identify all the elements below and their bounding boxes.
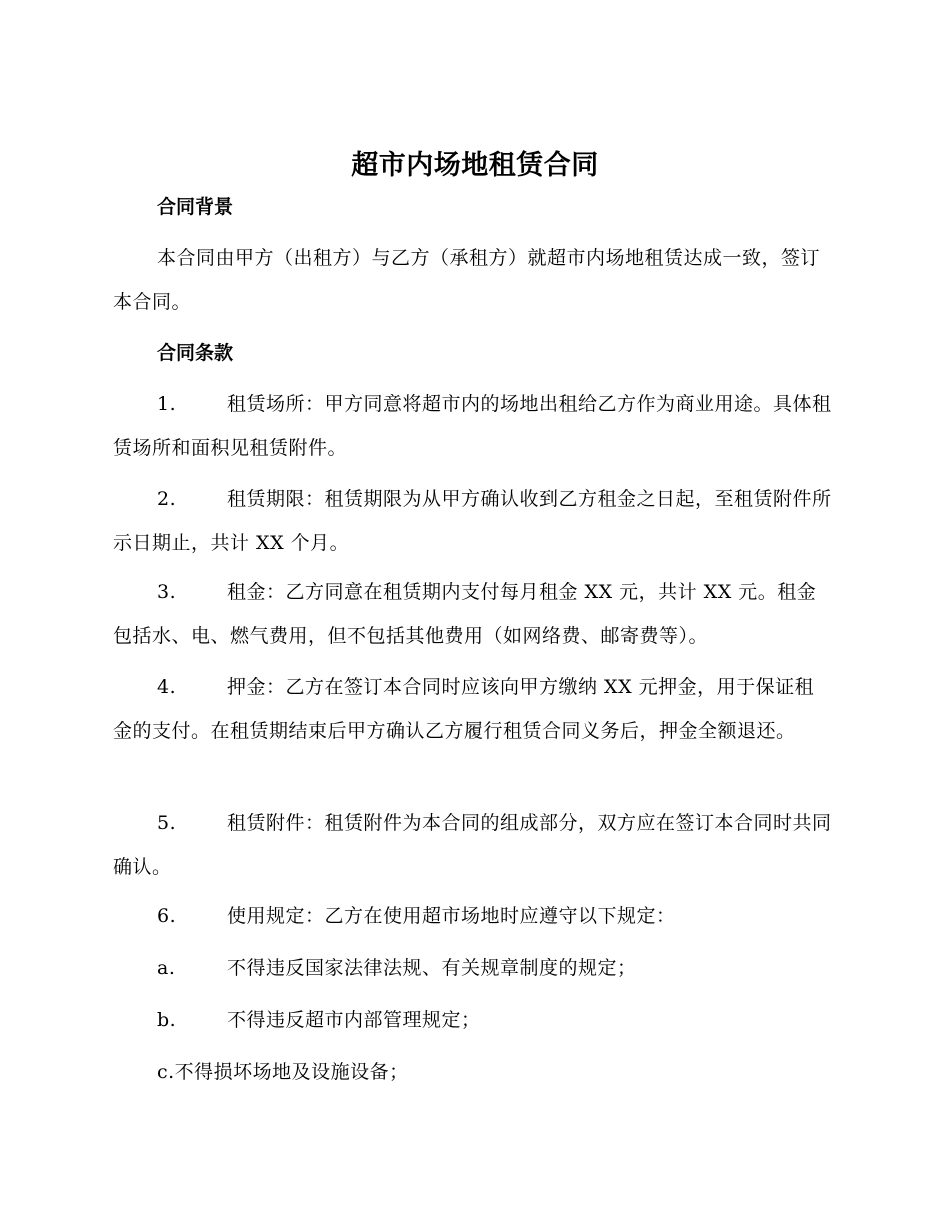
background-paragraph: 本合同由甲方（出租方）与乙方（承租方）就超市内场地租赁达成一致，签订本合同。 [113,247,821,313]
subitem-letter: b. [157,1009,177,1031]
term-text: 使用规定：乙方在使用超市场地时应遵守以下规定： [227,905,676,927]
term-item [113,477,833,565]
section-heading-terms: 合同条款 [157,342,234,364]
term-number: 4. [157,676,177,698]
subitem-letter: a. [157,957,176,979]
subitem [113,998,833,1042]
term-text: 租赁期限：租赁期限为从甲方确认收到乙方租金之日起，至租赁附件所示日期止，共计 XX 个月。 [113,488,832,554]
term-text: 租金：乙方同意在租赁期内支付每月租金 XX 元，共计 XX 元。租金包括水、电、燃气费用，但不包括其他费用（如网络费、邮寄费等）。 [113,581,817,647]
term-number: 6. [157,905,177,927]
term-number: 5. [157,812,177,834]
term-text: 押金：乙方在签订本合同时应该向甲方缴纳 XX 元押金，用于保证租金的支付。在租赁期结束后甲方确认乙方履行租赁合同义务后，押金全额退还。 [113,676,815,742]
term-item [113,894,833,938]
subitem-text: 不得违反国家法律法规、有关规章制度的规定； [227,957,637,979]
term-number: 2. [157,488,177,510]
term-item [113,382,833,470]
subitem-last-line: c.不得损坏场地及设施设备； [157,1061,409,1083]
term-number: 3. [157,581,177,603]
term-number: 1. [157,393,177,415]
subitem [113,946,833,990]
term-text: 租赁场所：甲方同意将超市内的场地出租给乙方作为商业用途。具体租赁场所和面积见租赁附件。 [113,393,832,459]
term-item [113,665,833,753]
subitem-text: 不得违反超市内部管理规定； [227,1009,481,1031]
term-text: 租赁附件：租赁附件为本合同的组成部分，双方应在签订本合同时共同确认。 [113,812,832,878]
document-title: 超市内场地租赁合同 [351,150,599,181]
term-item [113,570,833,658]
term-item [113,801,833,889]
section-heading-background: 合同背景 [157,196,234,218]
